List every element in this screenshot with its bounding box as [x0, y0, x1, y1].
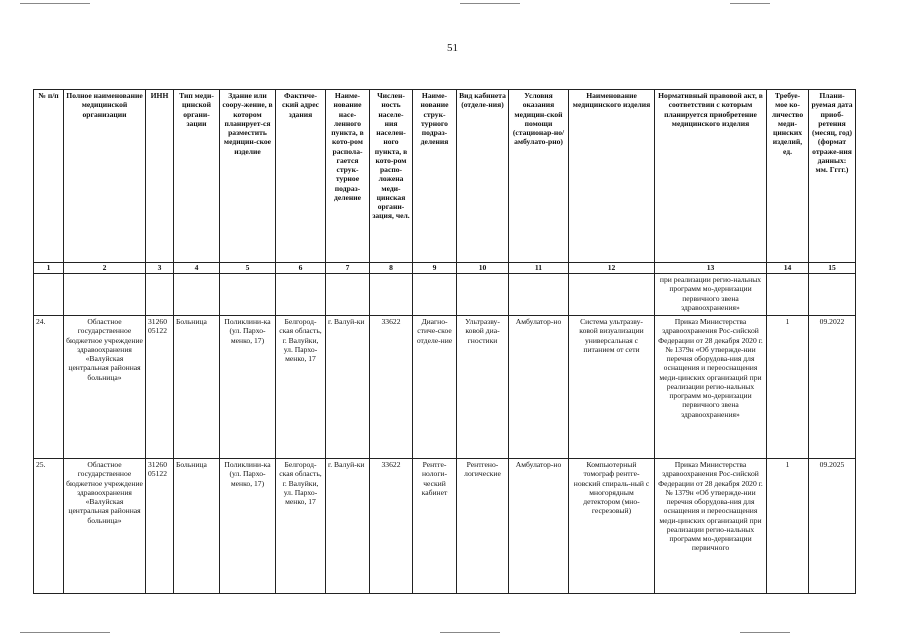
- scan-artifact-bottom: [20, 632, 110, 633]
- column-number: 2: [64, 263, 146, 274]
- device-name: Компьютерный томограф рентге-новский спираль-ный с многорядным детектором (мно-гесрезовый): [569, 459, 655, 594]
- purchase-date: 09.2022: [809, 316, 856, 459]
- continuation-row: [34, 274, 856, 316]
- scan-artifact-bottom: [440, 632, 500, 633]
- organization-name: Областное государственное бюджетное учреждение здравоохранения «Валуйская центральная районная больница»: [64, 316, 146, 459]
- column-number: 6: [276, 263, 326, 274]
- inn: 31260 05122: [146, 459, 174, 594]
- inn: 31260 05122: [146, 316, 174, 459]
- legal-act: Приказ Министерства здравоохранения Рос-сийской Федерации от 28 декабря 2020 г. № 1379н «Об утвержде-нии перечня оборудова-ния для оснащения и переоснащения меди-цинских организаций при реализации регио-нальных программ мо-дернизации первичного: [655, 459, 767, 594]
- table-row: [34, 459, 856, 594]
- header-cell: Условия оказания медицин-ской помощи (стационар-но/амбулато-рно): [509, 90, 569, 263]
- column-number: 5: [220, 263, 276, 274]
- column-number: 12: [569, 263, 655, 274]
- building: Поликлини-ка (ул. Пархо-менко, 17): [220, 459, 276, 594]
- scan-artifact-top: [20, 3, 90, 4]
- column-number: 15: [809, 263, 856, 274]
- header-cell: Числен-ность населе-ния населен-ного пункта, в кото-ром распо-ложена меди-цинская органи-зация, чел.: [370, 90, 413, 263]
- column-number: 1: [34, 263, 64, 274]
- purchase-date: 09.2025: [809, 459, 856, 594]
- column-number: 8: [370, 263, 413, 274]
- page-number: 51: [447, 42, 458, 54]
- header-cell: № п/п: [34, 90, 64, 263]
- care-conditions: Амбулатор-но: [509, 316, 569, 459]
- scan-artifact-top: [460, 3, 520, 4]
- column-number: 9: [413, 263, 457, 274]
- legal-act: Приказ Министерства здравоохранения Рос-сийской Федерации от 28 декабря 2020 г. № 1379н «Об утвержде-нии перечня оборудова-ния для оснащения и переоснащения меди-цинских организаций при реализации регио-нальных программ мо-дернизации первичного звена здравоохранения»: [655, 316, 767, 459]
- organization-name: Областное государственное бюджетное учреждение здравоохранения «Валуйская центральная районная больница»: [64, 459, 146, 594]
- quantity: 1: [767, 459, 809, 594]
- column-number: 11: [509, 263, 569, 274]
- header-cell: Наименование медицинского изделия: [569, 90, 655, 263]
- header-cell: Плани-руемая дата приоб-ретения (месяц, год) (формат отраже-ния данных: мм. Гггг.): [809, 90, 856, 263]
- column-number: 4: [174, 263, 220, 274]
- column-number-row: [34, 263, 856, 274]
- header-cell: Наиме-нование струк-турного подраз-деления: [413, 90, 457, 263]
- scan-artifact-top: [730, 3, 770, 4]
- header-cell: Тип меди-цинской органи-зации: [174, 90, 220, 263]
- header-cell: Требуе-мое ко-личество меди-цинских изделий, ед.: [767, 90, 809, 263]
- address: Белгород-ская область, г. Валуйки, ул. Пархо-менко, 17: [276, 459, 326, 594]
- header-cell: Полное наименование медицинской организации: [64, 90, 146, 263]
- row-number: 24.: [34, 316, 64, 459]
- population: 33622: [370, 316, 413, 459]
- settlement: г. Валуй-ки: [326, 316, 370, 459]
- column-number: 10: [457, 263, 509, 274]
- header-cell: Вид кабинета (отделе-ния): [457, 90, 509, 263]
- structural-unit: Рентге-нологи-ческий кабинет: [413, 459, 457, 594]
- building: Поликлини-ка (ул. Пархо-менко, 17): [220, 316, 276, 459]
- header-cell: Нормативный правовой акт, в соответствии с которым планируется приобретение медицинского изделия: [655, 90, 767, 263]
- scan-artifact-bottom: [740, 632, 790, 633]
- organization-type: Больница: [174, 459, 220, 594]
- continuation-act-text: при реализации регио-нальных программ мо-дернизации первичного звена здравоохранения»: [655, 274, 767, 316]
- structural-unit: Диагно-стиче-ское отделе-ние: [413, 316, 457, 459]
- care-conditions: Амбулатор-но: [509, 459, 569, 594]
- medical-equipment-table: [33, 89, 856, 594]
- header-row: [34, 90, 856, 263]
- cabinet-type: Ультразву-ковой диа-гностики: [457, 316, 509, 459]
- column-number: 3: [146, 263, 174, 274]
- address: Белгород-ская область, г. Валуйки, ул. Пархо-менко, 17: [276, 316, 326, 459]
- row-number: 25.: [34, 459, 64, 594]
- header-cell: Здание или соору-жение, в котором планирует-ся разместить медицин-ское изделие: [220, 90, 276, 263]
- column-number: 7: [326, 263, 370, 274]
- header-cell: Фактиче-ский адрес здания: [276, 90, 326, 263]
- column-number: 14: [767, 263, 809, 274]
- cabinet-type: Рентгено-логические: [457, 459, 509, 594]
- table-row: [34, 316, 856, 459]
- device-name: Система ультразву-ковой визуализации универсальная с питанием от сети: [569, 316, 655, 459]
- population: 33622: [370, 459, 413, 594]
- organization-type: Больница: [174, 316, 220, 459]
- column-number: 13: [655, 263, 767, 274]
- settlement: г. Валуй-ки: [326, 459, 370, 594]
- header-cell: ИНН: [146, 90, 174, 263]
- quantity: 1: [767, 316, 809, 459]
- header-cell: Наиме-нование насе-ленного пункта, в кото-ром распола-гается струк-турное подраз-деление: [326, 90, 370, 263]
